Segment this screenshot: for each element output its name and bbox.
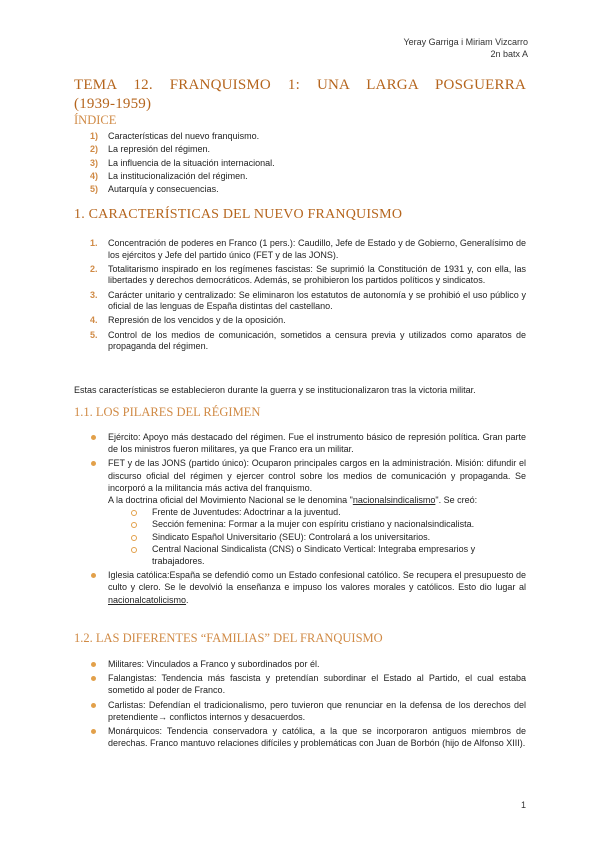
bullet-icon bbox=[91, 676, 96, 681]
index-item-text: La influencia de la situación internacional. bbox=[108, 157, 275, 168]
section-1-paragraph: Estas características se establecieron durante la guerra y se institucionalizaron tras la victoria militar. bbox=[74, 385, 476, 395]
characteristic-number: 5. bbox=[90, 329, 98, 340]
pillar-text: FET y de las JONS (partido único): Ocuparon principales cargos en la administración. Misión: difundir el discurso oficial del régimen y ejercer control sobre los medios de comunicación y propaganda. Se incorporó a la militancia más activa del franquismo. bbox=[108, 458, 526, 493]
doctrine-line bbox=[108, 494, 526, 506]
header-class: 2n batx A bbox=[490, 49, 528, 59]
bullet-icon bbox=[91, 435, 96, 440]
index-item-text: La represión del régimen. bbox=[108, 144, 211, 155]
page-header bbox=[403, 36, 528, 60]
section-1-heading: 1. CARACTERÍSTICAS DEL NUEVO FRANQUISMO bbox=[74, 207, 403, 222]
families-list bbox=[90, 658, 526, 751]
document-title bbox=[74, 76, 526, 114]
nacionalcatolicismo-term: nacionalcatolicismo bbox=[108, 594, 187, 605]
characteristic-number: 4. bbox=[90, 315, 98, 326]
index-heading: ÍNDICE bbox=[74, 113, 117, 127]
section-1-1-heading: 1.1. LOS PILARES DEL RÉGIMEN bbox=[74, 405, 261, 419]
organization-text: Frente de Juventudes: Adoctrinar a la juventud. bbox=[152, 507, 341, 518]
characteristic-item bbox=[90, 315, 526, 327]
organization-text: Sindicato Español Universitario (SEU): Controlará a los universitarios. bbox=[152, 531, 431, 542]
bullet-icon bbox=[91, 729, 96, 734]
family-item bbox=[90, 658, 526, 670]
pillar-text: Ejército: Apoyo más destacado del régimen. Fue el instrumento básico de represión política. Gran parte de los ministros fueron militares, ya que Franco era un militar. bbox=[108, 432, 526, 455]
characteristic-number: 3. bbox=[90, 289, 98, 300]
index-item-number: 3) bbox=[90, 157, 99, 168]
pillar-fet bbox=[90, 457, 526, 567]
index-item bbox=[90, 157, 275, 170]
pillar-iglesia bbox=[90, 569, 526, 606]
doctrine-text-end: ". Se creó: bbox=[435, 495, 478, 506]
organization-item bbox=[130, 531, 526, 543]
characteristic-text: Control de los medios de comunicación, sometidos a censura previa y utilizados como aparatos de propaganda del régimen. bbox=[108, 329, 526, 352]
title-line-2: (1939-1959) bbox=[74, 96, 152, 112]
characteristic-text: Carácter unitario y centralizado: Se eliminaron los estatutos de autonomía y se prohibió el uso público y oficial de las lenguas de España distintas del castellano. bbox=[108, 289, 526, 312]
pillar-text: Iglesia católica:España se defendió como un Estado confesional católico. Se recupera el presupuesto de culto y clero. Se le devolvió la enseñanza e impuso los valores morales y católicos. Esto dio lugar al bbox=[108, 570, 526, 593]
bullet-icon bbox=[91, 573, 96, 578]
family-text: Falangistas: Tendencia más fascista y pretendían subordinar el Estado al Partido, el cual estaba sometido al poder de Franco. bbox=[108, 673, 526, 696]
characteristic-text: Represión de los vencidos y de la oposición. bbox=[108, 315, 286, 326]
organization-item bbox=[130, 543, 526, 567]
characteristic-item bbox=[90, 264, 526, 287]
characteristic-item bbox=[90, 330, 526, 353]
organization-text: Sección femenina: Formar a la mujer con espíritu cristiano y nacionalsindicalista. bbox=[152, 519, 475, 530]
family-text: Militares: Vinculados a Franco y subordinados por él. bbox=[108, 659, 320, 669]
bullet-icon bbox=[91, 662, 96, 667]
title-line-1: TEMA 12. FRANQUISMO 1: UNA LARGA POSGUERRA bbox=[74, 77, 526, 93]
pillars-list bbox=[90, 431, 526, 608]
bullet-icon bbox=[91, 461, 96, 466]
index-item bbox=[90, 183, 275, 196]
index-item bbox=[90, 170, 275, 183]
index-item bbox=[90, 143, 275, 156]
doctrine-text: A la doctrina oficial del Movimiento Nacional se le denomina " bbox=[108, 495, 353, 506]
organization-item bbox=[130, 518, 526, 530]
characteristics-list bbox=[90, 238, 526, 355]
family-item bbox=[90, 672, 526, 696]
characteristic-text: Totalitarismo inspirado en los regímenes fascistas: Se suprimió la Constitución de 1931 y, con ella, las libertades y derechos democráticos. Además, se prohibieron los partidos políticos y sindicatos. bbox=[108, 263, 526, 286]
family-item bbox=[90, 699, 526, 723]
index-item-number: 5) bbox=[90, 184, 99, 195]
circle-bullet-icon bbox=[131, 522, 137, 528]
circle-bullet-icon bbox=[131, 547, 137, 553]
family-item bbox=[90, 725, 526, 749]
index-item-number: 2) bbox=[90, 144, 99, 155]
pillar-text-end: . bbox=[186, 594, 189, 605]
index-item bbox=[90, 130, 275, 143]
index-item-number: 4) bbox=[90, 170, 99, 181]
organization-text: Central Nacional Sindicalista (CNS) o Sindicato Vertical: Integraba empresarios y trabajadores. bbox=[152, 543, 476, 567]
pillar-ejercito bbox=[90, 431, 526, 455]
bullet-icon bbox=[91, 703, 96, 708]
index-item-text: Características del nuevo franquismo. bbox=[108, 131, 260, 141]
doctrine-term: nacionalsindicalismo bbox=[352, 495, 436, 506]
organization-item bbox=[130, 506, 526, 518]
family-text: Monárquicos: Tendencia conservadora y católica, a la que se incorporaron antiguos miembros de derechas. Franco mantuvo relaciones difíciles y problemáticas con Juan de Borbón (hijo de Alfonso XIII). bbox=[108, 726, 526, 749]
circle-bullet-icon bbox=[131, 535, 137, 541]
characteristic-number: 1. bbox=[90, 238, 98, 248]
index-item-text: Autarquía y consecuencias. bbox=[108, 184, 219, 195]
index-item-text: La institucionalización del régimen. bbox=[108, 170, 248, 181]
characteristic-item bbox=[90, 290, 526, 313]
index-list bbox=[90, 130, 275, 196]
organizations-list bbox=[108, 506, 526, 567]
characteristic-item bbox=[90, 238, 526, 261]
characteristic-number: 2. bbox=[90, 263, 98, 274]
circle-bullet-icon bbox=[131, 510, 137, 516]
family-text: Carlistas: Defendían el tradicionalismo, pero tuvieron que renunciar en la defensa de los derechos del pretendiente→ conflictos internos y desacuerdos. bbox=[108, 699, 526, 722]
section-1-2-heading: 1.2. LAS DIFERENTES “FAMILIAS” DEL FRANQUISMO bbox=[74, 631, 383, 645]
header-authors: Yeray Garriga i Miriam Vizcarro bbox=[403, 37, 528, 47]
index-item-number: 1) bbox=[90, 131, 99, 141]
characteristic-text: Concentración de poderes en Franco (1 pers.): Caudillo, Jefe de Estado y de Gobierno, Generalísimo de los ejércitos y Jefe del partido único (FET y de las JONS). bbox=[108, 238, 526, 260]
page-number: 1 bbox=[520, 800, 526, 810]
